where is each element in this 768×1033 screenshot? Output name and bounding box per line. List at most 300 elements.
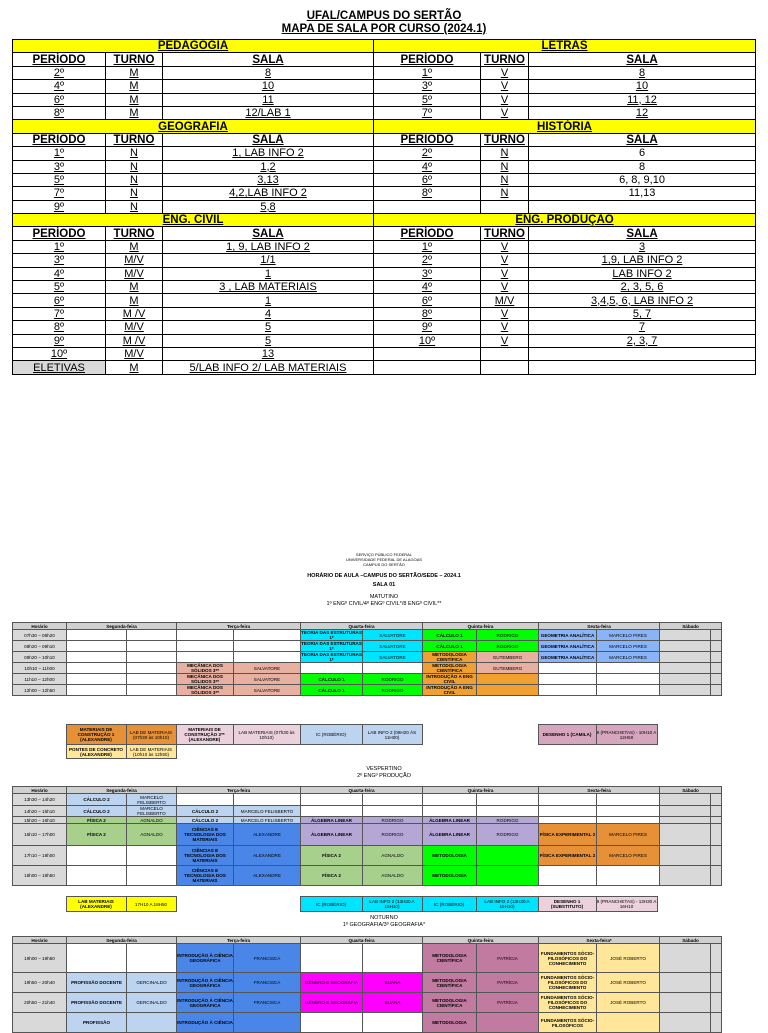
schedule-cell xyxy=(363,1013,423,1033)
periodo-cell: 8º xyxy=(13,321,106,334)
schedule-cell xyxy=(301,944,363,973)
col-sabado-v: Sábado xyxy=(660,787,722,794)
schedule-cell xyxy=(176,745,233,759)
turno-cell: M xyxy=(106,106,163,119)
schedule-cell: IC (ROBÉRIO) xyxy=(422,897,476,912)
column-header-periodo: PERÍODO xyxy=(374,133,481,146)
table-row xyxy=(13,240,756,253)
schedule-cell: CÁLCULO 2 xyxy=(177,806,234,817)
schedule-cell xyxy=(177,641,234,652)
sala-cell: 5/LAB INFO 2/ LAB MATERIAIS xyxy=(163,361,374,374)
col-terca-n: Terça-feira xyxy=(177,937,301,944)
title-mapa: MAPA DE SALA POR CURSO (2024.1) xyxy=(281,23,487,35)
course-name-left: PEDAGOGIA xyxy=(13,40,374,53)
column-header-periodo: PERÍODO xyxy=(374,227,481,240)
table-row xyxy=(13,281,756,294)
sala-cell: 5,8 xyxy=(163,200,374,213)
table-row xyxy=(13,147,756,160)
schedule-cell xyxy=(301,1013,363,1033)
schedule-cell: MATERIAIS DE CONSTRUÇÃO 2** (ALEXANDRE) xyxy=(176,725,233,745)
schedule-header xyxy=(0,552,768,567)
title-campus: UFAL/CAMPUS DO SERTÃO xyxy=(306,10,462,22)
table-row xyxy=(13,80,756,93)
schedule-cell: CÁLCULO 1 xyxy=(423,641,477,652)
schedule-cell xyxy=(301,806,363,817)
sala-cell: 3 , LAB MATERIAIS xyxy=(163,281,374,294)
schedule-cell: PATRÍCIA xyxy=(477,993,539,1013)
col-quarta-n: Quarta-feira xyxy=(301,937,423,944)
table-row xyxy=(13,106,756,119)
column-header-row xyxy=(13,227,756,240)
schedule-cell xyxy=(127,674,177,685)
course-name-right: HISTÓRIA xyxy=(374,120,756,133)
schedule-cell: SALVATORE xyxy=(363,641,423,652)
schedule-cell: ÁLGEBRA LINEAR xyxy=(423,824,477,846)
turno-cell: V xyxy=(481,321,529,334)
schedule-cell: 09h20 – 10h10 xyxy=(13,652,67,663)
schedule-cell xyxy=(127,846,177,866)
column-header-periodo: PERÍODO xyxy=(13,227,106,240)
sala-cell: 2, 3, 7 xyxy=(529,334,756,347)
schedule-cell: MARCELO FELISBERTO xyxy=(234,817,301,824)
schedule-cell: MECÂNICA DOS SÓLIDOS 3** xyxy=(177,674,234,685)
schedule-cell: MARCELO PIRES xyxy=(597,846,660,866)
course-name-left: GEOGRAFIA xyxy=(13,120,374,133)
schedule-cell xyxy=(67,944,127,973)
schedule-cell: TEORIA DAS ESTRUTURAS 1* xyxy=(301,630,362,640)
column-header-turno: TURNO xyxy=(106,133,163,146)
schedule-cell: METODOLOGIA xyxy=(423,1013,477,1033)
column-header-periodo: PERÍODO xyxy=(374,53,481,66)
schedule-cell xyxy=(476,725,538,745)
schedule-cell xyxy=(422,745,476,759)
schedule-cell xyxy=(660,1013,711,1033)
schedule-cell: RODRIGO xyxy=(363,674,423,685)
schedule-cell xyxy=(233,897,300,912)
schedule-cell: 12h00 – 12h50 xyxy=(13,685,67,696)
col-segunda-n: Segunda-feira xyxy=(67,937,177,944)
schedule-cell xyxy=(660,685,711,696)
column-header-sala: SALA xyxy=(529,133,756,146)
schedule-cell: ÁLGEBRA LINEAR xyxy=(301,817,363,824)
schedule-cell: METODOLOGIA CIENTÍFICA xyxy=(423,663,477,674)
turno-cell: N xyxy=(481,160,529,173)
column-header-turno: TURNO xyxy=(481,227,529,240)
schedule-cell xyxy=(12,897,66,912)
schedule-cell: AGNALDO xyxy=(127,817,177,824)
matutino-label: MATUTINO xyxy=(369,594,399,600)
table-row xyxy=(13,187,756,200)
schedule-cell xyxy=(539,674,597,685)
schedule-cell xyxy=(301,663,363,674)
periodo-cell xyxy=(374,361,481,374)
schedule-cell xyxy=(660,846,711,866)
periodo-cell: 8º xyxy=(374,187,481,200)
schedule-cell xyxy=(301,794,363,806)
turno-cell: M/V xyxy=(481,294,529,307)
table-row xyxy=(13,66,756,79)
turno-cell xyxy=(481,347,529,360)
schedule-cell: INTRODUÇÃO A ENG CIVIL xyxy=(423,674,477,685)
turno-cell: V xyxy=(481,240,529,253)
periodo-cell: 1º xyxy=(374,240,481,253)
schedule-cell: ALEXANDRE xyxy=(234,866,301,886)
matutino-sub: 1º ENGº CIVIL/4º ENGº CIVIL*/8 ENGº CIVIL** xyxy=(326,601,442,607)
schedule-cell xyxy=(711,794,722,806)
schedule-cell: MARCELO FELISBERTO xyxy=(234,806,301,817)
sala-cell: 4,2,LAB INFO 2 xyxy=(163,187,374,200)
turno-cell: M xyxy=(106,93,163,106)
periodo-cell: ELETIVAS xyxy=(13,361,106,374)
schedule-cell xyxy=(67,685,127,696)
schedule-cell: 16h10 – 17h00 xyxy=(13,824,67,846)
schedule-cell xyxy=(12,725,66,745)
schedule-cell: SUANA xyxy=(363,973,423,993)
turno-cell: N xyxy=(106,200,163,213)
schedule-cell xyxy=(477,866,539,886)
schedule-cell: CÁLCULO 2 xyxy=(177,817,234,824)
schedule-cell xyxy=(177,794,234,806)
schedule-cell: 17H10 A 18H50 xyxy=(126,897,176,912)
schedule-cell: MATERIAIS DE CONSTRUÇÃO 1 (ALEXANDRE) xyxy=(66,725,126,745)
document-title xyxy=(0,0,768,36)
schedule-cell: GUTEMBERG xyxy=(477,663,539,674)
schedule-cell xyxy=(12,745,66,759)
schedule-title: HORÁRIO DE AULA –CAMPUS DO SERTÃO/SEDE – 2024.1 xyxy=(307,573,461,579)
schedule-cell: FÍSICA 2 xyxy=(67,817,127,824)
schedule-cell xyxy=(711,1013,722,1033)
schedule-cell: GEOMETRIA ANALÍTICA xyxy=(539,630,597,641)
turno-cell: M xyxy=(106,281,163,294)
schedule-cell xyxy=(711,806,722,817)
table-row xyxy=(13,160,756,173)
vespertino-label: VESPERTINO xyxy=(366,766,402,772)
periodo-cell: 5º xyxy=(13,173,106,186)
schedule-cell xyxy=(300,745,362,759)
schedule-cell: AGNALDO xyxy=(127,824,177,846)
schedule-cell xyxy=(660,824,711,846)
schedule-cell xyxy=(711,663,722,674)
schedule-cell: METODOLOGIA CIENTÍFICA xyxy=(423,652,477,663)
turno-cell: N xyxy=(106,173,163,186)
col-terca: Terça-feira xyxy=(177,623,301,630)
schedule-cell: 14h20 – 15h10 xyxy=(13,806,67,817)
noturno-sub: 1º GEOGRAFIA/3º GEOGRAFIA* xyxy=(342,922,426,928)
schedule-cell xyxy=(127,685,177,696)
schedule-cell xyxy=(539,663,597,674)
schedule-cell: 20h50 – 21h40 xyxy=(13,993,67,1013)
col-quarta-v: Quarta-feira xyxy=(301,787,423,794)
sala-label: SALA 01 xyxy=(372,582,396,588)
course-name-right: LETRAS xyxy=(374,40,756,53)
turno-cell: M /V xyxy=(106,334,163,347)
periodo-cell: 6º xyxy=(13,294,106,307)
schedule-cell: CÁLCULO 1 xyxy=(301,674,363,685)
sala-cell: 3,13 xyxy=(163,173,374,186)
periodo-cell: 4º xyxy=(374,160,481,173)
schedule-cell: LAB INFO 2 (13H30 A 15H10) xyxy=(362,897,422,912)
schedule-cell xyxy=(67,652,127,663)
schedule-cell: AGNALDO xyxy=(363,866,423,886)
course-header-row xyxy=(13,40,756,53)
turno-cell: V xyxy=(481,281,529,294)
periodo-cell: 2º xyxy=(374,254,481,267)
schedule-cell xyxy=(538,745,596,759)
schedule-cell: GERCINALDO xyxy=(127,993,177,1013)
schedule-cell: INTRODUÇÃO À CIÊNCIA xyxy=(177,1013,234,1033)
schedule-cell xyxy=(539,685,597,696)
schedule-cell: GÊNERO E GEOGRAFIA xyxy=(301,973,363,993)
column-header-periodo: PERÍODO xyxy=(13,53,106,66)
column-header-sala: SALA xyxy=(163,133,374,146)
sala-cell: 3 xyxy=(529,240,756,253)
col-sabado: Sábado xyxy=(660,623,722,630)
turno-cell: N xyxy=(106,187,163,200)
schedule-cell xyxy=(711,685,722,696)
noturno-table xyxy=(12,936,722,1033)
schedule-cell: 18h00 – 18h50 xyxy=(13,866,67,886)
column-header-sala: SALA xyxy=(163,227,374,240)
schedule-cell xyxy=(711,866,722,886)
sala-cell: 1 xyxy=(163,294,374,307)
col-segunda: Segunda-feira xyxy=(67,623,177,630)
schedule-cell xyxy=(234,641,301,652)
sala-cell: 1, LAB INFO 2 xyxy=(163,147,374,160)
schedule-cell: LAB DE MATERIAIS (07h30 às 10h10) xyxy=(126,725,176,745)
turno-cell: M /V xyxy=(106,307,163,320)
schedule-cell xyxy=(597,866,660,886)
schedule-cell: 9 (PRANCHETAS) - 10H10 A 12H50 xyxy=(596,725,657,745)
col-quinta: Quinta-feira xyxy=(423,623,539,630)
schedule-cell xyxy=(660,674,711,685)
schedule-cell: 07h30 – 08h20 xyxy=(13,630,67,641)
schedule-cell: LAB MATERIAIS (07h30 às 10h10) xyxy=(233,725,300,745)
schedule-cell xyxy=(67,674,127,685)
periodo-cell: 6º xyxy=(374,173,481,186)
schedule-cell: CIÊNCIAS E TECNOLOGIA DOS MATERIAIS xyxy=(177,846,234,866)
sala-cell: 2, 3, 5, 6 xyxy=(529,281,756,294)
turno-cell: N xyxy=(106,160,163,173)
col-sabado-n: Sábado xyxy=(660,937,722,944)
periodo-cell: 2º xyxy=(374,147,481,160)
turno-cell: M/V xyxy=(106,267,163,280)
schedule-cell xyxy=(423,794,477,806)
schedule-cell: METODOLOGIA CIENTÍFICA xyxy=(423,993,477,1013)
col-quinta-v: Quinta-feira xyxy=(423,787,539,794)
schedule-cell: RODRIGO xyxy=(477,817,539,824)
col-terca-v: Terça-feira xyxy=(177,787,301,794)
sala-cell: 8 xyxy=(529,66,756,79)
service-label: SERVIÇO PÚBLICO FEDERAL xyxy=(355,552,413,557)
vespertino-labs-table xyxy=(12,896,658,912)
periodo-cell: 2º xyxy=(13,66,106,79)
sala-cell: 1 xyxy=(163,267,374,280)
turno-cell: V xyxy=(481,254,529,267)
periodo-cell: 10º xyxy=(13,347,106,360)
schedule-cell: ÁLGEBRA LINEAR xyxy=(423,817,477,824)
sala-cell xyxy=(529,200,756,213)
sala-cell: 5 xyxy=(163,321,374,334)
schedule-cell: PATRÍCIA xyxy=(477,944,539,973)
schedule-cell: ALEXANDRE xyxy=(234,824,301,846)
schedule-cell: INTRODUÇÃO À CIÊNCIA GEOGRÁFICA xyxy=(177,973,234,993)
vespertino-table xyxy=(12,786,722,886)
sala-cell: 5 xyxy=(163,334,374,347)
schedule-cell xyxy=(127,866,177,886)
schedule-cell xyxy=(127,630,177,641)
schedule-cell: LAB MATERIAIS (ALEXANDRE) xyxy=(66,897,126,912)
schedule-cell xyxy=(67,663,127,674)
schedule-cell xyxy=(67,630,127,641)
sala-cell: 7 xyxy=(529,321,756,334)
column-header-row xyxy=(13,53,756,66)
col-horario: Horário xyxy=(13,623,67,630)
university-label: UNIVERSIDADE FEDERAL DE ALAGOAS xyxy=(345,557,423,562)
table-row xyxy=(13,200,756,213)
sala-cell: 11 xyxy=(163,93,374,106)
schedule-cell: 15h20 – 16h10 xyxy=(13,817,67,824)
schedule-cell xyxy=(711,944,722,973)
schedule-cell xyxy=(660,993,711,1013)
schedule-cell: 17h10 – 18h00 xyxy=(13,846,67,866)
table-row xyxy=(13,347,756,360)
schedule-cell xyxy=(539,817,597,824)
schedule-cell: FÍSICA 2 xyxy=(67,824,127,846)
turno-cell: N xyxy=(106,147,163,160)
schedule-cell xyxy=(660,973,711,993)
schedule-cell: 11h10 – 12h00 xyxy=(13,674,67,685)
schedule-cell: 9 (PRANCHETAS) - 13H30 A 16H10 xyxy=(596,897,657,912)
turno-cell: V xyxy=(481,80,529,93)
sala-cell: 6, 8, 9,10 xyxy=(529,173,756,186)
schedule-cell xyxy=(597,817,660,824)
column-header-turno: TURNO xyxy=(481,133,529,146)
schedule-cell xyxy=(363,663,423,674)
col-segunda-v: Segunda-feira xyxy=(67,787,177,794)
column-header-turno: TURNO xyxy=(481,53,529,66)
sala-cell: 3,4,5, 6, LAB INFO 2 xyxy=(529,294,756,307)
schedule-cell xyxy=(127,641,177,652)
turno-cell: V xyxy=(481,267,529,280)
sala-cell: 13 xyxy=(163,347,374,360)
periodo-cell: 7º xyxy=(13,187,106,200)
sala-cell: 10 xyxy=(529,80,756,93)
turno-cell: M/V xyxy=(106,254,163,267)
col-sexta-v: Sexta-feira xyxy=(539,787,660,794)
turno-cell: M xyxy=(106,240,163,253)
schedule-cell: FRANCISCA xyxy=(234,993,301,1013)
periodo-cell: 1º xyxy=(13,240,106,253)
schedule-cell: JOSÉ ROBERTO xyxy=(597,944,660,973)
schedule-cell: FUNDAMENTOS SÓCIO-FILOSÓFICOS DO CONHECIMENTO xyxy=(539,944,597,973)
table-row xyxy=(13,321,756,334)
schedule-cell: MECÂNICA DOS SÓLIDOS 3** xyxy=(177,685,234,696)
matutino-table xyxy=(12,622,722,696)
col-sexta: Sexta-feira xyxy=(539,623,660,630)
schedule-cell: FUNDAMENTOS SÓCIO-FILOSÓFICOS DO CONHECIMENTO xyxy=(539,973,597,993)
col-sexta-n: Sexta-feira* xyxy=(539,937,660,944)
periodo-cell: 4º xyxy=(13,267,106,280)
schedule-cell xyxy=(362,745,422,759)
schedule-cell: 13h30 – 14h20 xyxy=(13,794,67,806)
schedule-cell xyxy=(363,944,423,973)
periodo-cell: 4º xyxy=(13,80,106,93)
schedule-cell: 19h00 – 19h50 xyxy=(13,944,67,973)
noturno-label: NOTURNO xyxy=(370,915,398,921)
sala-cell: 1,9, LAB INFO 2 xyxy=(529,254,756,267)
table-row xyxy=(13,267,756,280)
turno-cell: M/V xyxy=(106,347,163,360)
schedule-cell: 10h10 – 11h00 xyxy=(13,663,67,674)
schedule-cell xyxy=(539,806,597,817)
schedule-cell: SALVATORE xyxy=(234,685,301,696)
schedule-cell: RODRIGO xyxy=(363,824,423,846)
schedule-cell: RODRIGO xyxy=(477,824,539,846)
schedule-cell: SALVATORE xyxy=(363,630,423,641)
turno-cell: M xyxy=(106,66,163,79)
schedule-cell: GEOMETRIA ANALÍTICA xyxy=(539,652,597,663)
vespertino-sub: 2º ENGº PRODUÇÃO xyxy=(357,773,411,779)
schedule-cell: DESENHO 1 (SUBSTITUTO) xyxy=(538,897,596,912)
schedule-cell: JOSÉ ROBERTO xyxy=(597,973,660,993)
sala-cell: 4 xyxy=(163,307,374,320)
schedule-cell: LAB INFO 2 (13H30 A 15H10) xyxy=(476,897,538,912)
turno-cell: V xyxy=(481,307,529,320)
schedule-cell xyxy=(711,674,722,685)
schedule-cell: MARCELO PIRES xyxy=(597,652,660,663)
table-row xyxy=(13,294,756,307)
schedule-cell: AGNALDO xyxy=(363,846,423,866)
schedule-cell: INTRODUÇÃO À CIÊNCIA GEOGRÁFICA xyxy=(177,944,234,973)
periodo-cell: 3º xyxy=(374,267,481,280)
schedule-cell: LAB INFO 2 (08H20 ÀS 11H00) xyxy=(362,725,422,745)
schedule-cell xyxy=(711,973,722,993)
col-quinta-n: Quinta-feira xyxy=(423,937,539,944)
schedule-cell xyxy=(477,794,539,806)
schedule-cell: METODOLOGIA xyxy=(423,866,477,886)
schedule-cell: CÁLCULO 1 xyxy=(423,630,477,641)
sala-cell: 11,13 xyxy=(529,187,756,200)
column-header-turno: TURNO xyxy=(106,53,163,66)
periodo-cell xyxy=(374,347,481,360)
periodo-cell: 6º xyxy=(374,294,481,307)
schedule-cell: MECÂNICA DOS SÓLIDOS 3** xyxy=(177,663,234,674)
turno-cell: V xyxy=(481,93,529,106)
periodo-cell: 8º xyxy=(374,307,481,320)
periodo-cell: 6º xyxy=(13,93,106,106)
schedule-cell xyxy=(539,866,597,886)
schedule-cell xyxy=(597,674,660,685)
schedule-cell xyxy=(660,866,711,886)
column-header-turno: TURNO xyxy=(106,227,163,240)
schedule-cell xyxy=(711,824,722,846)
periodo-cell xyxy=(374,200,481,213)
schedule-cell: GÊNERO E GEOGRAFIA xyxy=(301,993,363,1013)
schedule-cell xyxy=(477,685,539,696)
schedule-cell: 19h50 – 20h40 xyxy=(13,973,67,993)
schedule-cell xyxy=(597,685,660,696)
schedule-cell: MARCELO PIRES xyxy=(597,824,660,846)
turno-cell: M/V xyxy=(106,321,163,334)
col-quarta: Quarta-feira xyxy=(301,623,423,630)
schedule-cell: DESENHO 1 (CAMILA) xyxy=(538,725,596,745)
room-map-table xyxy=(12,39,756,375)
schedule-cell: METODOLOGIA xyxy=(423,846,477,866)
schedule-cell: LAB DE MATERIAIS (10h10 às 12h50) xyxy=(126,745,176,759)
schedule-cell xyxy=(711,652,722,663)
course-name-left: ENG. CIVIL xyxy=(13,214,374,227)
schedule-cell xyxy=(596,745,657,759)
